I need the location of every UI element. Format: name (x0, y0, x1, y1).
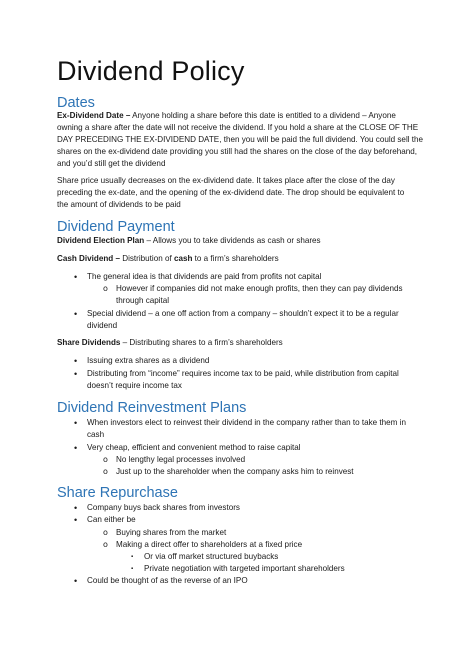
bullet-level1: • (74, 503, 78, 513)
bullet-level1: • (74, 576, 78, 586)
cash-dividend-line (57, 253, 279, 265)
cash-sub-bullet-line2: through capital (116, 296, 170, 305)
bullet-level2: o (103, 467, 108, 476)
dates-p2-line1: Share price usually decreases on the ex-dividend date. It takes place after the close of the day (57, 176, 395, 185)
cash-text-a: Distribution of (119, 254, 174, 263)
bullet-level1: • (74, 309, 78, 319)
dates-p1-line5: and you’d still get the dividend (57, 159, 166, 168)
repurchase-sub-bullet-2: Making a direct offer to shareholders at a fixed price (116, 540, 303, 549)
dates-p1-line2: owning a share after the date will not receive the dividend. If you hold a share at the CLOSE OF THE (57, 123, 419, 132)
bullet-level1: • (74, 369, 78, 379)
ex-dividend-label: Ex-Dividend Date – (57, 111, 131, 120)
dates-p1-line4: shares on the ex-dividend date providing you still had the shares on the close of the day beforehand, (57, 147, 417, 156)
dates-p2-line2: preceding the ex-date, and the opening of the ex-dividend date. The drop should be equivalent to (57, 188, 405, 197)
share-bullet-1: Issuing extra shares as a dividend (87, 356, 210, 365)
bullet-level1: • (74, 443, 78, 453)
share-bullet-2-line2: doesn’t require income tax (87, 381, 182, 390)
reinvest-bullet-1-line1: When investors elect to reinvest their dividend in the company rather than to take them in (87, 418, 406, 427)
cash-bullet-1: The general idea is that dividends are paid from profits not capital (87, 272, 322, 281)
election-plan-line (57, 235, 321, 247)
cash-text-b: to a firm’s shareholders (192, 254, 279, 263)
dates-p1-line1 (57, 110, 396, 122)
bullet-level2: o (103, 284, 108, 293)
bullet-level3: ▪ (131, 566, 134, 572)
bullet-level2: o (103, 540, 108, 549)
dates-p1-line3: DAY PRECEDING THE EX-DIVIDEND DATE, then you will be paid the full dividend. You could sell the (57, 135, 424, 144)
election-plan-label: Dividend Election Plan (57, 236, 145, 245)
repurchase-bullet-2: Can either be (87, 515, 136, 524)
repurchase-sub-bullet-1: Buying shares from the market (116, 528, 227, 537)
reinvest-sub-bullet-1: No lengthy legal processes involved (116, 455, 246, 464)
bullet-level2: o (103, 528, 108, 537)
heading-share-repurchase: Share Repurchase (57, 485, 178, 501)
cash-bullet-2-line1: Special dividend – a one off action from a company – shouldn’t expect it to be a regular (87, 309, 399, 318)
bullet-level1: • (74, 418, 78, 428)
bullet-level1: • (74, 515, 78, 525)
heading-reinvestment-plans: Dividend Reinvestment Plans (57, 400, 247, 416)
cash-dividend-label: Cash Dividend – (57, 254, 120, 263)
repurchase-bullet-1: Company buys back shares from investors (87, 503, 240, 512)
reinvest-bullet-1-line2: cash (87, 430, 105, 439)
cash-bullet-2-line2: dividend (87, 321, 118, 330)
reinvest-bullet-2: Very cheap, efficient and convenient method to raise capital (87, 443, 301, 452)
election-plan-text: – Allows you to take dividends as cash or shares (144, 236, 321, 245)
share-dividends-text: – Distributing shares to a firm’s shareholders (120, 338, 283, 347)
dates-p1-text1: Anyone holding a share before this date is entitled to a dividend – Anyone (132, 111, 396, 120)
bullet-level2: o (103, 455, 108, 464)
heading-dividend-payment: Dividend Payment (57, 219, 175, 235)
page-title: Dividend Policy (57, 56, 245, 86)
bullet-level1: • (74, 356, 78, 366)
heading-dates: Dates (57, 95, 95, 111)
repurchase-sub-sub-bullet-1: Or via off market structured buybacks (144, 552, 279, 561)
repurchase-bullet-3: Could be thought of as the reverse of an IPO (87, 576, 248, 585)
reinvest-sub-bullet-2: Just up to the shareholder when the company asks him to reinvest (116, 467, 354, 476)
share-dividends-label: Share Dividends (57, 338, 121, 347)
bullet-level3: ▪ (131, 554, 134, 560)
share-bullet-2-line1: Distributing from “income” requires income tax to be paid, while distribution from capital (87, 369, 399, 378)
cash-bold: cash (173, 254, 193, 263)
bullet-level1: • (74, 272, 78, 282)
repurchase-sub-sub-bullet-2: Private negotiation with targeted important shareholders (144, 564, 345, 573)
dates-p2-line3: the amount of dividends to be paid (57, 200, 181, 209)
cash-sub-bullet-line1: However if companies did not make enough profits, then they can pay dividends (116, 284, 403, 293)
share-dividends-line (57, 337, 283, 349)
